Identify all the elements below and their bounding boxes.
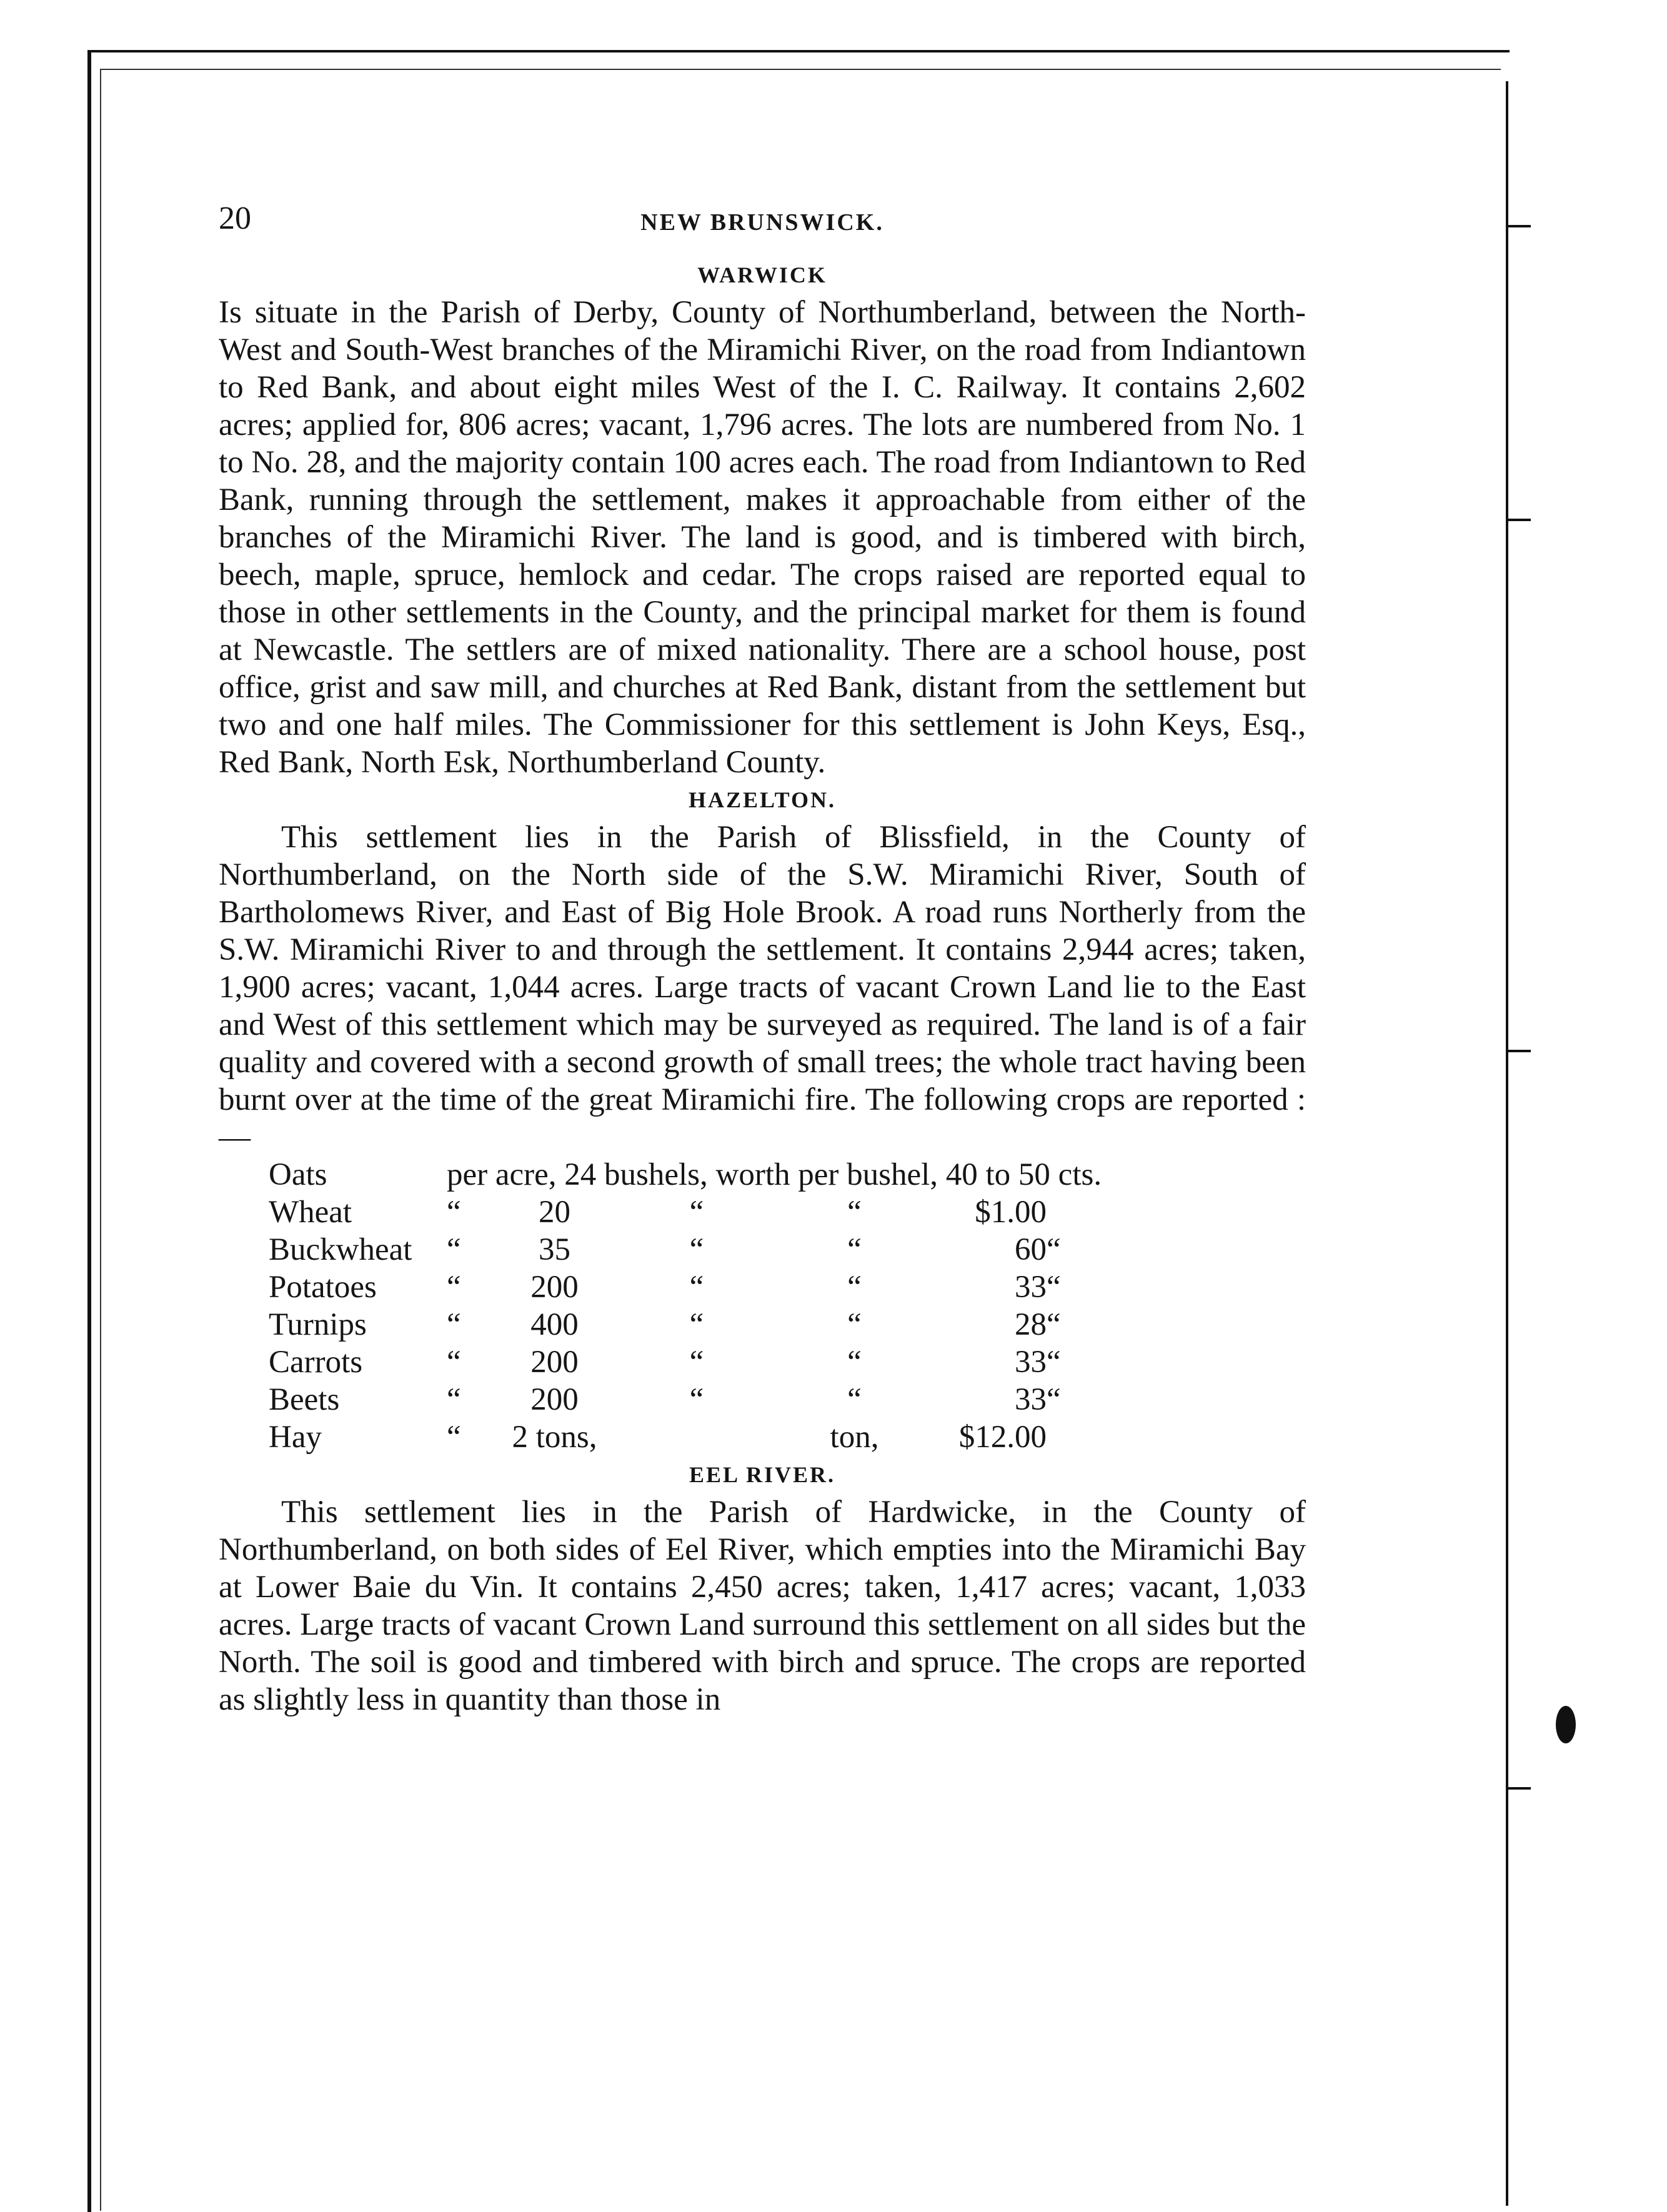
- crop-quantity: 200: [530, 1345, 579, 1380]
- table-row: [269, 1231, 1122, 1268]
- ditto-mark: “: [447, 1232, 461, 1267]
- crop-quantity: 200: [530, 1270, 579, 1305]
- ditto-mark: “: [447, 1420, 461, 1455]
- section-eel-river: [219, 1456, 1306, 1718]
- ink-blot: [1556, 1706, 1576, 1743]
- ditto-mark: “: [847, 1345, 862, 1380]
- ditto-mark: “: [689, 1307, 704, 1342]
- ditto-mark: “: [447, 1345, 461, 1380]
- crop-name: Beets: [269, 1382, 340, 1417]
- binding-edge-line: [1506, 81, 1508, 2206]
- ditto-mark: “: [1047, 1345, 1061, 1380]
- binding-tick: [1506, 1050, 1531, 1052]
- book-page: [219, 187, 1306, 1718]
- crop-name: Buckwheat: [269, 1232, 412, 1267]
- crop-name: Carrots: [269, 1345, 363, 1380]
- ditto-mark: [606, 1418, 787, 1456]
- crop-price: 60: [1015, 1232, 1047, 1267]
- crop-quantity: 20: [539, 1195, 570, 1230]
- ditto-mark: “: [689, 1345, 704, 1380]
- ditto-mark: [1047, 1193, 1122, 1231]
- section-title: HAZELTON.: [688, 787, 837, 812]
- section-paragraph: This settlement lies in the Parish of Blissfield, in the County of Northumberland, on the North side of the S.W. Miramichi River, South of Bartholomews River, and East of Big Hole Brook. A road runs Northerly from the S.W. Miramichi River to and through the settlement. It contains 2,944 acres; taken, 1,900 acres; vacant, 1,044 acres. Large tracts of vacant Crown Land lie to the East and West of this settlement which may be surveyed as required. The land is of a fair quality and covered with a second growth of small trees; the whole tract having been burnt over at the time of the great Miramichi fire. The following crops are reported :—: [219, 820, 1306, 1155]
- crop-price: $1.00: [975, 1195, 1047, 1230]
- binding-tick: [1506, 519, 1531, 521]
- ditto-mark: “: [847, 1382, 862, 1417]
- section-paragraph: Is situate in the Parish of Derby, County of Northumberland, between the North-West and South-West branches of the Miramichi River, on the road from Indiantown to Red Bank, and about eight miles West of the I. C. Railway. It contains 2,602 acres; applied for, 806 acres; vacant, 1,796 acres. The lots are numbered from No. 1 to No. 28, and the majority contain 100 acres each. The road from Indiantown to Red Bank, running through the settlement, makes it approachable from either of the branches of the Miramichi River. The land is good, and is timbered with birch, beech, maple, spruce, hemlock and cedar. The crops raised are reported equal to those in other settlements in the County, and the principal market for them is found at Newcastle. The settlers are of mixed nationality. There are a school house, post office, grist and saw mill, and churches at Red Bank, distant from the settlement but two and one half miles. The Commissioner for this settlement is John Keys, Esq., Red Bank, North Esk, Northumberland County.: [219, 295, 1306, 780]
- ditto-mark: “: [689, 1382, 704, 1417]
- page-number: 20: [219, 201, 251, 236]
- ditto-mark: “: [689, 1232, 704, 1267]
- running-head: NEW BRUNSWICK.: [640, 209, 884, 236]
- table-row: [269, 1268, 1122, 1306]
- ditto-mark: “: [447, 1307, 461, 1342]
- ditto-mark: [1047, 1418, 1122, 1456]
- crop-name: Potatoes: [269, 1270, 377, 1305]
- ditto-mark: “: [1047, 1270, 1061, 1305]
- crop-quantity: 400: [530, 1307, 579, 1342]
- ditto-mark: “: [1047, 1232, 1061, 1267]
- crop-table: [269, 1156, 1122, 1456]
- crop-quantity: 200: [530, 1382, 579, 1417]
- section-title: EEL RIVER.: [689, 1462, 836, 1487]
- crop-name: Oats: [269, 1157, 327, 1192]
- section-warwick: [219, 256, 1306, 781]
- ditto-mark: “: [847, 1307, 862, 1342]
- crop-detail: per acre, 24 bushels, worth per bushel, 40 to 50 cts.: [447, 1157, 1102, 1192]
- binding-tick: [1506, 1787, 1531, 1790]
- crop-price: $12.00: [958, 1420, 1047, 1455]
- ditto-mark: “: [447, 1270, 461, 1305]
- crop-quantity: 35: [539, 1232, 570, 1267]
- table-row: [269, 1343, 1122, 1381]
- ditto-mark: “: [847, 1232, 862, 1267]
- ditto-mark: “: [847, 1270, 862, 1305]
- page-header: [219, 187, 1306, 256]
- crop-price: 33: [1015, 1270, 1047, 1305]
- table-row: [269, 1381, 1122, 1418]
- section-title: WARWICK: [697, 262, 827, 287]
- ditto-mark: “: [689, 1195, 704, 1230]
- crop-name: Turnips: [269, 1307, 367, 1342]
- section-hazelton: [219, 781, 1306, 1456]
- table-row: [269, 1418, 1122, 1456]
- ditto-mark: “: [689, 1270, 704, 1305]
- binding-tick: [1506, 225, 1531, 227]
- crop-quantity: 2 tons,: [512, 1420, 597, 1455]
- crop-unit: ton,: [830, 1420, 879, 1455]
- crop-name: Wheat: [269, 1195, 352, 1230]
- section-paragraph: This settlement lies in the Parish of Hardwicke, in the County of Northumberland, on both sides of Eel River, which empties into the Miramichi Bay at Lower Baie du Vin. It contains 2,450 acres; taken, 1,417 acres; vacant, 1,033 acres. Large tracts of vacant Crown Land surround this settlement on all sides but the North. The soil is good and timbered with birch and spruce. The crops are reported as slightly less in quantity than those in: [219, 1495, 1306, 1717]
- ditto-mark: “: [1047, 1307, 1061, 1342]
- crop-price: 33: [1015, 1345, 1047, 1380]
- crop-price: 28: [1015, 1307, 1047, 1342]
- ditto-mark: “: [1047, 1382, 1061, 1417]
- ditto-mark: “: [447, 1382, 461, 1417]
- table-row: [269, 1306, 1122, 1343]
- ditto-mark: “: [447, 1195, 461, 1230]
- ditto-mark: “: [847, 1195, 862, 1230]
- crop-name: Hay: [269, 1420, 322, 1455]
- table-row: [269, 1193, 1122, 1231]
- table-row: [269, 1156, 1122, 1193]
- crop-price: 33: [1015, 1382, 1047, 1417]
